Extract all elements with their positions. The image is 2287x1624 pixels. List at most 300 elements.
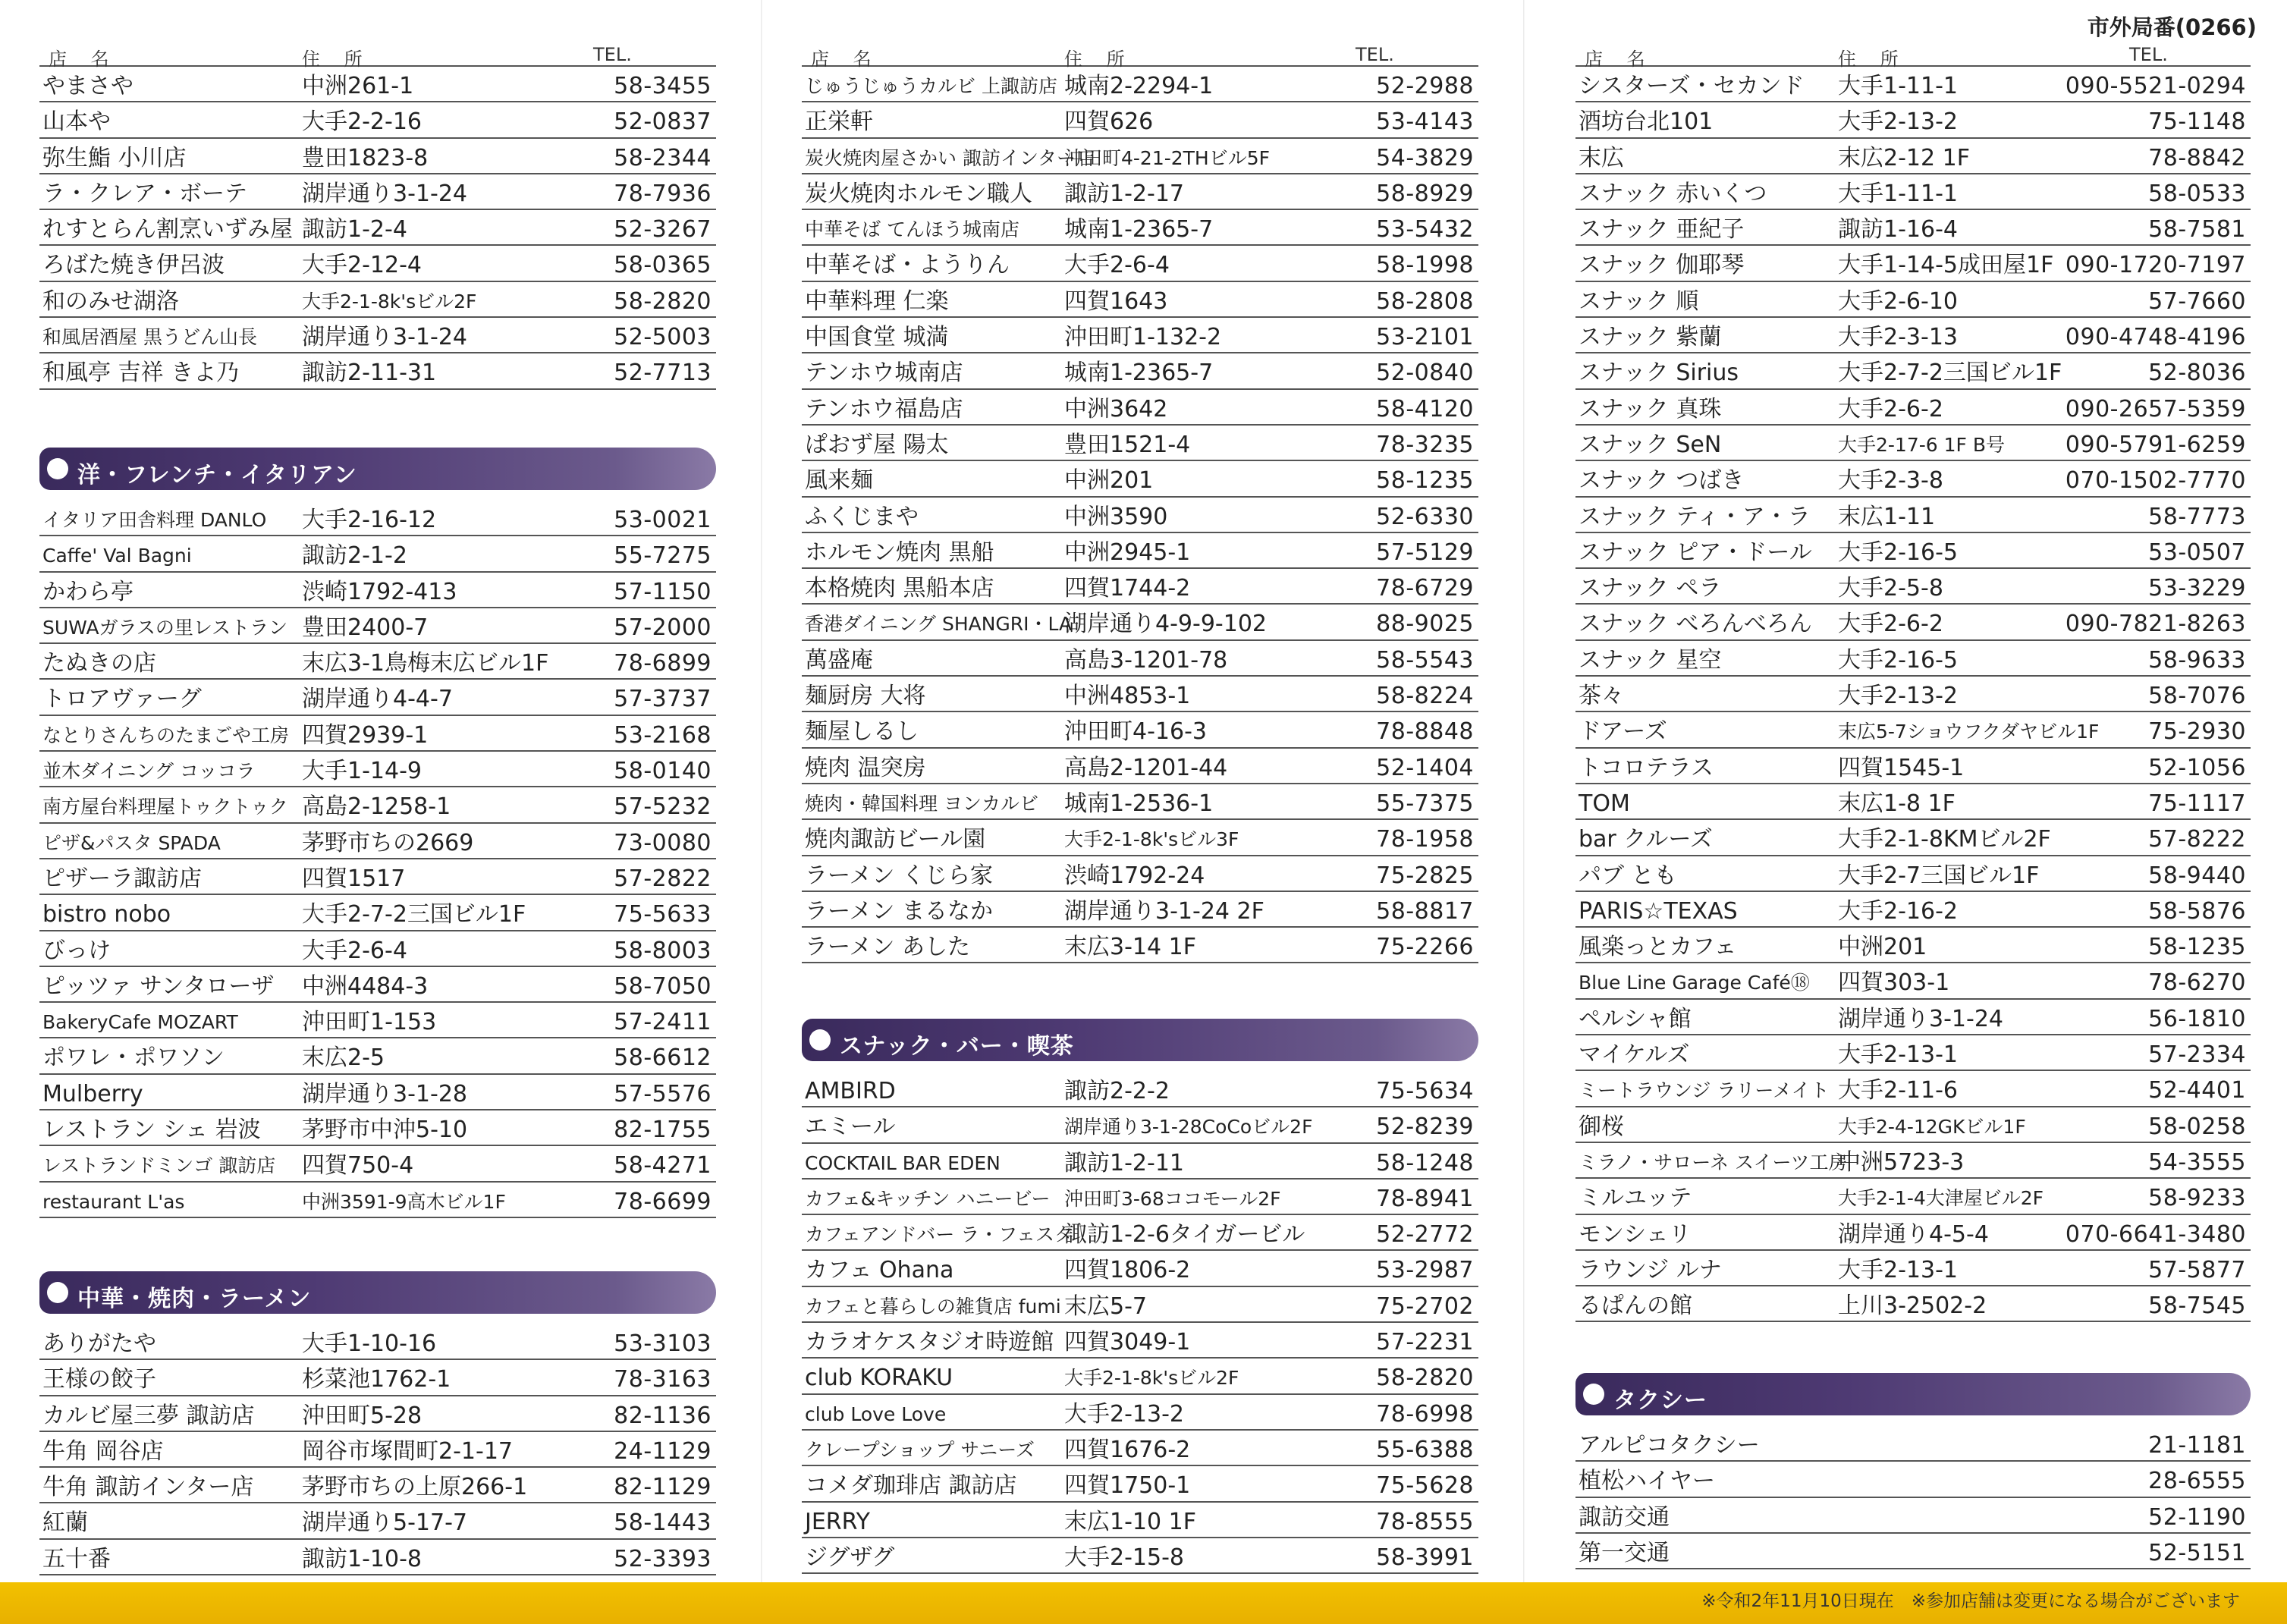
shop-tel: 52-1056: [2148, 754, 2246, 781]
shop-tel: 58-8817: [1376, 897, 1474, 925]
shop-name: ポワレ・ポワソン: [42, 1044, 225, 1072]
header-address: 住 所: [302, 49, 372, 70]
shop-name: 風来麺: [805, 467, 873, 495]
bullet-icon: [47, 1282, 68, 1303]
shop-address: 城南1-2365-7: [1064, 216, 1214, 243]
shop-address: 中洲3591-9高木ビル1F: [302, 1190, 506, 1213]
category-band: [1575, 1373, 2251, 1415]
shop-tel: 57-5232: [614, 793, 712, 821]
shop-tel: 58-9633: [2148, 646, 2246, 674]
shop-name: アルピコタクシー: [1579, 1432, 1760, 1459]
list-chinese: [39, 1324, 716, 1575]
shop-name: スナック つばき: [1579, 467, 1745, 495]
shop-address: 沖田町3-68ココモール2F: [1064, 1187, 1281, 1210]
shop-tel: 57-7660: [2148, 287, 2246, 315]
shop-tel: 78-8848: [1376, 718, 1474, 746]
shop-tel: 52-5003: [614, 324, 712, 351]
shop-name: Mulberry: [42, 1080, 143, 1107]
shop-name: 植松ハイヤー: [1579, 1468, 1715, 1495]
shop-tel: 58-7581: [2148, 216, 2246, 243]
shop-address: 大手2-13-2: [1838, 108, 1958, 136]
bullet-icon: [1583, 1384, 1604, 1405]
shop-address: 大手2-4-12GKビル1F: [1838, 1115, 2026, 1138]
list-row: [802, 390, 1478, 426]
header-address: 住 所: [1838, 49, 1908, 70]
shop-tel: 090-1720-7197: [2065, 252, 2246, 279]
shop-address: 大手2-3-8: [1838, 467, 1943, 495]
bullet-icon: [809, 1029, 831, 1051]
shop-name: 正栄軒: [805, 108, 873, 136]
shop-address: 諏訪1-2-4: [302, 216, 407, 243]
shop-tel: 58-7773: [2148, 503, 2246, 530]
shop-address: 茅野市ちの上原266-1: [302, 1474, 528, 1501]
list-row: [39, 282, 716, 318]
shop-tel: 58-0365: [614, 252, 712, 279]
shop-tel: 54-3829: [1376, 144, 1474, 171]
shop-name: 末広: [1579, 144, 1624, 171]
list-row: [39, 787, 716, 823]
panel-middle: [762, 0, 1525, 1582]
shop-name: スナック 星空: [1579, 646, 1722, 674]
shop-address: 大手2-16-2: [1838, 897, 1958, 925]
list-row: [802, 1431, 1478, 1466]
shop-name: 山本や: [42, 108, 111, 136]
shop-tel: 52-5151: [2148, 1539, 2246, 1566]
shop-address: 大手2-11-6: [1838, 1077, 1958, 1104]
list-row: [802, 928, 1478, 963]
list-row: [39, 1146, 716, 1182]
shop-address: 大手2-1-8k'sビル2F: [1064, 1367, 1239, 1390]
list-row: [39, 210, 716, 246]
shop-tel: 58-0533: [2148, 180, 2246, 207]
list-row: [39, 353, 716, 389]
list-row: [802, 246, 1478, 281]
list-row: [802, 820, 1478, 856]
list-row: [1575, 712, 2251, 748]
shop-name: 和のみせ湖洛: [42, 287, 179, 315]
shop-tel: 75-2266: [1376, 934, 1474, 961]
shop-name: 中華料理 仁楽: [805, 287, 949, 315]
shop-address: 大手2-15-8: [1064, 1544, 1184, 1571]
list-row: [1575, 928, 2251, 963]
shop-tel: 75-1148: [2148, 108, 2246, 136]
list-row: [802, 605, 1478, 640]
list-row: [39, 895, 716, 931]
list-row: [1575, 1498, 2251, 1534]
shop-name: BakeryCafe MOZART: [42, 1011, 238, 1034]
shop-address: 諏訪1-10-8: [302, 1545, 422, 1572]
shop-name: COCKTAIL BAR EDEN: [805, 1151, 1001, 1174]
section-snack: [802, 1019, 1478, 1574]
shop-tel: 52-7713: [614, 360, 712, 387]
shop-address: 大手2-7-2三国ビル1F: [302, 901, 526, 928]
shop-address: 湖岸通り3-1-24 2F: [1064, 897, 1264, 925]
shop-name: れすとらん割烹いずみ屋: [42, 216, 293, 243]
list-japanese: [39, 67, 716, 390]
shop-address: 沖田町4-16-3: [1064, 718, 1207, 746]
shop-tel: 58-8929: [1376, 180, 1474, 207]
shop-name: モンシェリ: [1579, 1220, 1692, 1248]
shop-tel: 090-7821-8263: [2065, 611, 2246, 638]
shop-address: 諏訪2-1-2: [302, 542, 407, 570]
shop-address: 茅野市中沖5-10: [302, 1117, 468, 1144]
shop-tel: 75-1117: [2148, 790, 2246, 817]
shop-name: シスターズ・セカンド: [1579, 73, 1805, 99]
footnote: ※令和2年11月10日現在 ※参加店舗は変更になる場合がございます: [1701, 1591, 2240, 1611]
list-row: [39, 1432, 716, 1468]
list-row: [39, 967, 716, 1003]
shop-name: 香港ダイニング SHANGRI・LA: [805, 613, 1073, 636]
shop-name: スナック 真珠: [1579, 395, 1722, 422]
shop-name: 炭火焼肉ホルモン職人: [805, 180, 1032, 207]
list-row: [802, 426, 1478, 461]
list-row: [802, 1395, 1478, 1431]
list-row: [1575, 426, 2251, 461]
list-row: [802, 67, 1478, 102]
shop-tel: 090-5521-0294: [2065, 73, 2246, 99]
shop-tel: 58-1443: [614, 1509, 712, 1537]
shop-tel: 58-8224: [1376, 683, 1474, 710]
list-row: [802, 749, 1478, 784]
shop-name: restaurant L'as: [42, 1190, 185, 1213]
list-row: [39, 1503, 716, 1539]
list-row: [802, 139, 1478, 174]
list-row: [39, 536, 716, 572]
shop-tel: 57-2334: [2148, 1041, 2246, 1069]
shop-tel: 070-6641-3480: [2065, 1220, 2246, 1248]
shop-name: 風楽っとカフェ: [1579, 934, 1737, 961]
shop-tel: 52-6330: [1376, 503, 1474, 530]
shop-address: 湖岸通り4-4-7: [302, 686, 453, 713]
shop-name: 麺屋しるし: [805, 718, 919, 746]
shop-tel: 070-1502-7770: [2065, 467, 2246, 495]
shop-tel: 57-2000: [614, 614, 712, 641]
shop-tel: 78-8555: [1376, 1508, 1474, 1535]
shop-tel: 52-8036: [2148, 360, 2246, 387]
shop-address: 中洲4484-3: [302, 972, 429, 1000]
list-row: [1575, 318, 2251, 353]
list-row: [39, 501, 716, 536]
shop-address: 四賀1643: [1064, 287, 1168, 315]
shop-tel: 52-3393: [614, 1545, 712, 1572]
shop-tel: 58-1998: [1376, 252, 1474, 279]
shop-tel: 53-2101: [1376, 324, 1474, 351]
shop-address: 四賀1806-2: [1064, 1257, 1191, 1284]
list-row: [39, 246, 716, 281]
shop-tel: 78-6729: [1376, 575, 1474, 602]
shop-tel: 78-6699: [614, 1188, 712, 1215]
list-row: [1575, 677, 2251, 712]
shop-tel: 75-2702: [1376, 1293, 1474, 1320]
list-row: [1575, 210, 2251, 246]
shop-tel: 75-2825: [1376, 862, 1474, 889]
shop-name: ラーメン あした: [805, 934, 971, 961]
shop-name: ラーメン まるなか: [805, 897, 994, 925]
shop-address: 大手2-13-2: [1064, 1400, 1184, 1428]
shop-address: 大手2-1-8k'sビル2F: [302, 290, 477, 313]
shop-tel: 090-2657-5359: [2065, 395, 2246, 422]
column-header: [802, 39, 1478, 70]
list-row: [39, 1183, 716, 1218]
list-row: [1575, 390, 2251, 426]
list-row: [802, 1072, 1478, 1107]
shop-name: レストランドミンゴ 諏訪店: [42, 1154, 276, 1177]
shop-name: エミール: [805, 1114, 896, 1141]
list-row: [802, 174, 1478, 210]
shop-name: Caffe' Val Bagni: [42, 545, 192, 567]
list-row: [802, 353, 1478, 389]
shop-address: 豊田1823-8: [302, 144, 429, 171]
shop-name: 焼肉 温突房: [805, 754, 926, 781]
shop-address: 湖岸通り4-5-4: [1838, 1220, 1989, 1248]
shop-name: 茶々: [1579, 683, 1624, 710]
shop-name: 炭火焼肉屋さかい 諏訪インター店: [805, 146, 1095, 169]
category-band: [802, 1019, 1478, 1061]
shop-name: スナック べろんべろん: [1579, 611, 1812, 638]
header-name: 店 名: [1585, 49, 1654, 70]
shop-name: スナック 順: [1579, 287, 1699, 315]
shop-tel: 58-9233: [2148, 1185, 2246, 1212]
shop-name: ラーメン くじら家: [805, 862, 994, 889]
list-row: [802, 1107, 1478, 1143]
list-row: [39, 1396, 716, 1432]
list-row: [1575, 533, 2251, 569]
list-row: [39, 1110, 716, 1146]
section-snack-cont: [1575, 39, 2251, 1322]
list-row: [1575, 892, 2251, 928]
shop-address: 大手2-16-5: [1838, 646, 1958, 674]
shop-name: カフェ Ohana: [805, 1257, 954, 1284]
shop-name: トコロテラス: [1579, 754, 1714, 781]
list-row: [1575, 498, 2251, 533]
shop-tel: 57-1150: [614, 578, 712, 605]
shop-tel: 53-5432: [1376, 216, 1474, 243]
list-snack: [802, 1072, 1478, 1574]
shop-tel: 57-5877: [2148, 1256, 2246, 1283]
shop-name: ふくじまや: [805, 503, 919, 530]
shop-address: 大手2-6-10: [1838, 287, 1958, 315]
shop-name: 弥生鮨 小川店: [42, 144, 187, 171]
shop-address: 諏訪2-2-2: [1064, 1078, 1170, 1104]
list-row: [39, 1038, 716, 1074]
shop-address: 末広5-7: [1064, 1293, 1147, 1320]
list-row: [1575, 67, 2251, 102]
shop-tel: 53-2168: [614, 721, 712, 749]
shop-tel: 57-8222: [2148, 826, 2246, 853]
shop-address: 諏訪1-2-11: [1064, 1149, 1184, 1176]
shop-name: ラウンジ ルナ: [1579, 1256, 1722, 1283]
shop-tel: 58-5543: [1376, 646, 1474, 674]
shop-tel: 090-4748-4196: [2065, 324, 2246, 351]
shop-tel: 58-2820: [614, 287, 712, 315]
shop-tel: 58-9440: [2148, 862, 2246, 889]
shop-tel: 78-3235: [1376, 431, 1474, 458]
shop-name: スナック 赤いくつ: [1579, 180, 1767, 207]
category-title: 洋・フレンチ・イタリアン: [77, 462, 357, 488]
list-row: [39, 752, 716, 787]
list-row: [802, 712, 1478, 748]
list-row: [802, 892, 1478, 928]
shop-address: 城南1-2365-7: [1064, 360, 1214, 387]
section-taxi: [1575, 1373, 2251, 1569]
shop-name: ぱおず屋 陽太: [805, 431, 949, 458]
list-row: [1575, 605, 2251, 640]
shop-address: 杉菜池1762-1: [302, 1366, 451, 1393]
shop-tel: 24-1129: [614, 1437, 712, 1465]
list-row: [1575, 461, 2251, 497]
shop-name: カフェと暮らしの雑貨店 fumi: [805, 1295, 1061, 1318]
shop-address: 末広1-11: [1838, 503, 1936, 530]
shop-address: 四賀3049-1: [1064, 1329, 1191, 1356]
shop-name: 本格焼肉 黒船本店: [805, 575, 994, 602]
shop-name: やまさや: [42, 73, 134, 99]
shop-tel: 52-1404: [1376, 754, 1474, 781]
shop-name: たぬきの店: [42, 650, 156, 677]
shop-address: 大手2-6-2: [1838, 395, 1943, 422]
list-row: [802, 569, 1478, 605]
shop-tel: 58-4271: [614, 1152, 712, 1180]
shop-tel: 78-6899: [614, 650, 712, 677]
shop-address: 大手2-13-2: [1838, 683, 1958, 710]
section-western: [39, 448, 716, 1218]
shop-name: 第一交通: [1579, 1539, 1670, 1566]
list-row: [802, 461, 1478, 497]
shop-name: 酒坊台北101: [1579, 108, 1714, 136]
shop-name: クレープショップ サニーズ: [805, 1438, 1035, 1461]
shop-tel: 78-1958: [1376, 826, 1474, 853]
list-row: [39, 680, 716, 715]
shop-name: スナック SeN: [1579, 431, 1722, 458]
shop-name: 和風亭 吉祥 きよ乃: [42, 360, 240, 387]
list-row: [802, 784, 1478, 820]
shop-name: なとりさんちのたまごや工房: [42, 724, 290, 746]
column-header: [1575, 39, 2251, 70]
shop-address: 上川3-2502-2: [1838, 1293, 1987, 1320]
shop-address: 四賀2939-1: [302, 721, 429, 749]
shop-address: 大手2-13-1: [1838, 1256, 1958, 1283]
list-row: [39, 716, 716, 752]
shop-address: 諏訪1-2-6タイガービル: [1064, 1221, 1305, 1249]
shop-address: 大手1-11-1: [1838, 180, 1958, 207]
shop-name: ミラノ・サローネ スイーツ工房: [1579, 1151, 1848, 1173]
shop-address: 四賀1517: [302, 865, 406, 892]
list-row: [802, 1359, 1478, 1394]
shop-address: 末広3-1鳥梅末広ビル1F: [302, 650, 549, 677]
shop-address: 湖岸通り5-17-7: [302, 1509, 467, 1537]
shop-address: 中洲261-1: [302, 73, 414, 99]
list-row: [802, 1466, 1478, 1502]
category-title: タクシー: [1613, 1387, 1707, 1414]
shop-name: トロアヴァーグ: [42, 686, 202, 713]
category-title: 中華・焼肉・ラーメン: [77, 1286, 312, 1312]
shop-address: 四賀1545-1: [1838, 754, 1965, 781]
shop-address: 大手2-7三国ビル1F: [1838, 862, 2040, 889]
shop-tel: 75-2930: [2148, 718, 2246, 746]
list-taxi: [1575, 1426, 2251, 1569]
shop-name: 紅蘭: [42, 1509, 88, 1537]
shop-address: 渋崎1792-24: [1064, 862, 1205, 889]
shop-tel: 58-4120: [1376, 395, 1474, 422]
list-row: [802, 282, 1478, 318]
shop-tel: 75-5633: [614, 901, 712, 928]
shop-tel: 75-5634: [1376, 1078, 1474, 1104]
shop-address: 湖岸通り4-9-9-102: [1064, 611, 1267, 638]
shop-address: 大手2-1-8KMビル2F: [1838, 826, 2051, 853]
list-row: [1575, 1107, 2251, 1143]
shop-address: 四賀750-4: [302, 1152, 414, 1180]
shop-tel: 52-1190: [2148, 1503, 2246, 1531]
shop-tel: 78-8941: [1376, 1185, 1474, 1212]
shop-address: 末広2-5: [302, 1044, 385, 1072]
list-row: [802, 1287, 1478, 1323]
list-row: [1575, 569, 2251, 605]
list-row: [1575, 1179, 2251, 1214]
shop-name: テンホウ城南店: [805, 360, 963, 387]
list-row: [1575, 139, 2251, 174]
shop-tel: 58-3455: [614, 73, 712, 99]
shop-address: 城南1-2536-1: [1064, 790, 1214, 817]
list-row: [1575, 246, 2251, 281]
shop-name: ピザーラ諏訪店: [42, 865, 202, 892]
shop-address: 大手2-7-2三国ビル1F: [1838, 360, 2062, 387]
list-row: [1575, 1000, 2251, 1035]
shop-address: 岡谷市塚間町2-1-17: [302, 1437, 513, 1465]
list-row: [39, 1360, 716, 1396]
category-band: [39, 1271, 716, 1314]
shop-name: スナック 紫蘭: [1579, 324, 1722, 351]
header-name: 店 名: [811, 49, 881, 70]
list-row: [39, 67, 716, 102]
shop-name: 南方屋台料理屋トゥクトゥク: [42, 796, 288, 818]
shop-name: PARIS☆TEXAS: [1579, 897, 1738, 925]
shop-address: 大手2-6-2: [1838, 611, 1943, 638]
shop-tel: 56-1810: [2148, 1005, 2246, 1032]
shop-name: カフェ&キッチン ハニービー: [805, 1187, 1051, 1210]
shop-name: スナック ピア・ドール: [1579, 539, 1812, 566]
list-row: [1575, 1215, 2251, 1251]
category-title: スナック・バー・喫茶: [840, 1033, 1074, 1060]
shop-address: 湖岸通り3-1-24: [1838, 1005, 2003, 1032]
list-row: [39, 824, 716, 859]
panel-left: [0, 0, 762, 1582]
shop-address: 沖田町4-21-2THビル5F: [1064, 146, 1271, 169]
shop-address: 大手2-5-8: [1838, 575, 1943, 602]
header-tel: TEL.: [593, 44, 632, 65]
shop-name: じゅうじゅうカルビ 上諏訪店: [805, 75, 1057, 97]
list-row: [802, 533, 1478, 569]
shop-name: Blue Line Garage Café⑱: [1579, 972, 1810, 994]
shop-name: SUWAガラスの里レストラン: [42, 616, 288, 639]
shop-address: 沖田町1-153: [302, 1009, 437, 1036]
shop-tel: 55-7375: [1376, 790, 1474, 817]
shop-tel: 57-2231: [1376, 1329, 1474, 1356]
shop-name: イタリア田舎料理 DANLO: [42, 509, 267, 531]
shop-name: ミルユッテ: [1579, 1185, 1692, 1212]
shop-name: 中華そば てんほう城南店: [805, 218, 1019, 241]
shop-address: 渋崎1792-413: [302, 578, 457, 605]
shop-name: club Love Love: [805, 1403, 947, 1425]
shop-name: bistro nobo: [42, 901, 171, 928]
list-row: [802, 1215, 1478, 1251]
shop-address: 湖岸通り3-1-24: [302, 180, 467, 207]
shop-tel: 52-4401: [2148, 1077, 2246, 1104]
list-row: [1575, 353, 2251, 389]
list-row: [39, 318, 716, 353]
shop-address: 中洲3642: [1064, 395, 1168, 422]
list-row: [1575, 856, 2251, 892]
shop-address: 大手2-16-12: [302, 507, 437, 533]
shop-tel: 78-8842: [2148, 144, 2246, 171]
